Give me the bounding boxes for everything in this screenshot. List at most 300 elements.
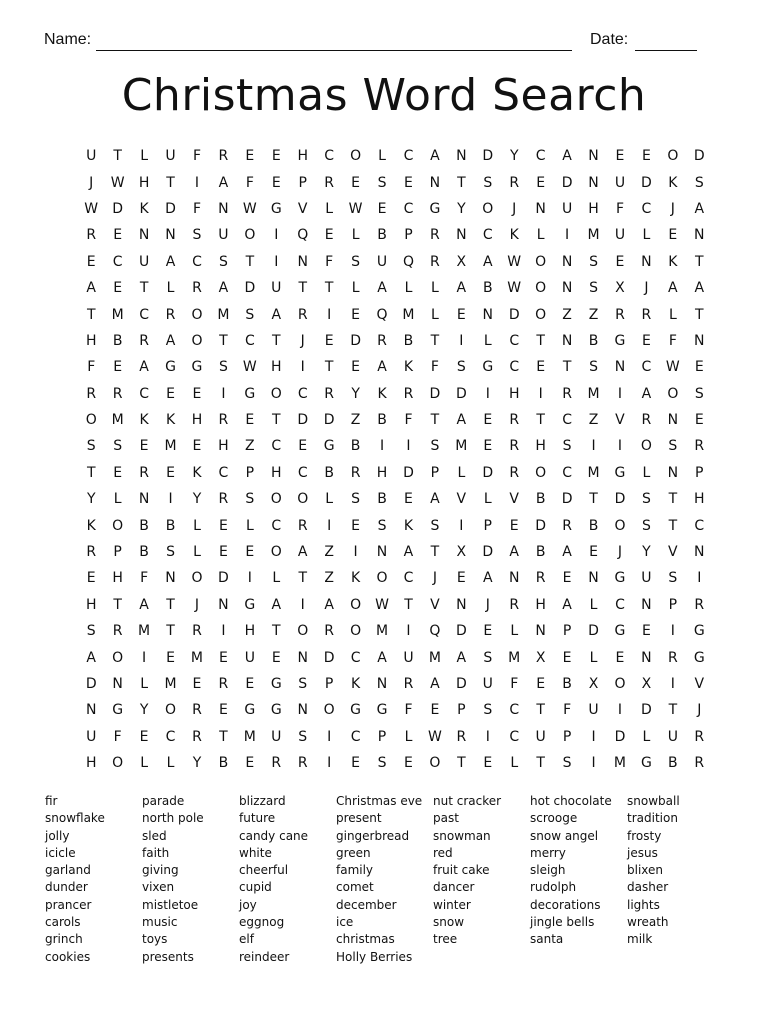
grid-letter: R: [112, 385, 123, 402]
grid-letter: A: [509, 544, 519, 561]
grid-letter: L: [404, 728, 413, 745]
grid-letter: T: [219, 332, 228, 349]
grid-letter: H: [112, 570, 123, 587]
grid-letter: A: [430, 491, 440, 508]
grid-letter: N: [297, 702, 308, 719]
grid-letter: K: [192, 464, 202, 481]
grid-letter: M: [243, 728, 256, 745]
grid-letter: C: [482, 227, 493, 244]
grid-letter: S: [86, 438, 96, 455]
search-word: family: [336, 863, 374, 878]
grid-letter: H: [508, 385, 520, 402]
search-word: comet: [336, 880, 374, 895]
grid-letter: T: [695, 306, 704, 323]
grid-letter: L: [457, 464, 466, 481]
grid-letter: N: [535, 623, 546, 640]
grid-letter: A: [86, 649, 96, 666]
grid-letter: D: [455, 676, 467, 692]
grid-letter: O: [667, 385, 679, 402]
grid-letter: T: [272, 412, 281, 429]
grid-letter: U: [588, 702, 599, 719]
grid-letter: F: [510, 676, 519, 692]
grid-letter: E: [615, 649, 625, 666]
grid-letter: E: [694, 359, 704, 376]
grid-letter: J: [617, 544, 623, 561]
grid-letter: I: [697, 570, 702, 587]
grid-letter: S: [218, 359, 228, 376]
grid-letter: N: [588, 174, 599, 191]
grid-letter: T: [457, 174, 466, 191]
grid-letter: C: [562, 464, 572, 481]
grid-letter: C: [218, 464, 229, 481]
grid-letter: D: [323, 649, 335, 666]
grid-letter: G: [614, 332, 626, 349]
grid-letter: U: [218, 227, 229, 244]
grid-letter: W: [427, 728, 442, 745]
grid-letter: O: [270, 385, 282, 402]
grid-letter: D: [218, 570, 229, 587]
grid-letter: E: [536, 174, 546, 191]
grid-letter: S: [351, 253, 361, 270]
grid-letter: O: [614, 517, 626, 534]
grid-letter: L: [140, 148, 148, 165]
grid-letter: C: [244, 332, 255, 349]
grid-letter: E: [139, 728, 149, 745]
grid-letter: W: [507, 280, 522, 297]
grid-letter: G: [270, 702, 282, 719]
grid-letter: M: [111, 306, 124, 323]
grid-letter: H: [85, 332, 97, 349]
grid-letter: B: [588, 332, 599, 349]
search-word: garland: [45, 863, 91, 878]
grid-letter: L: [193, 517, 201, 534]
grid-letter: R: [694, 596, 705, 613]
grid-letter: N: [165, 570, 176, 587]
grid-letter: E: [113, 280, 123, 297]
grid-letter: E: [113, 227, 123, 244]
search-word: tradition: [627, 811, 678, 826]
grid-letter: Z: [588, 412, 599, 429]
grid-letter: L: [351, 280, 360, 297]
grid-letter: C: [271, 517, 282, 534]
grid-letter: R: [694, 755, 705, 772]
grid-letter: K: [351, 676, 361, 692]
grid-letter: Q: [376, 306, 388, 323]
grid-letter: K: [668, 253, 678, 270]
grid-letter: I: [538, 385, 543, 402]
grid-letter: E: [113, 359, 123, 376]
grid-letter: G: [244, 385, 256, 402]
grid-letter: E: [324, 227, 334, 244]
grid-letter: O: [535, 464, 547, 481]
grid-letter: T: [536, 412, 545, 429]
grid-letter: E: [483, 623, 493, 640]
grid-letter: R: [667, 649, 678, 666]
grid-letter: N: [508, 570, 520, 587]
grid-letter: L: [589, 596, 598, 613]
grid-letter: P: [695, 464, 704, 481]
grid-letter: D: [403, 464, 414, 481]
grid-letter: N: [561, 332, 573, 349]
grid-letter: A: [86, 280, 96, 297]
grid-letter: U: [86, 148, 97, 165]
grid-letter: I: [327, 306, 332, 323]
grid-letter: O: [535, 280, 547, 297]
grid-letter: L: [483, 332, 492, 349]
grid-letter: R: [112, 623, 123, 640]
grid-letter: R: [218, 148, 229, 165]
grid-letter: G: [323, 438, 335, 455]
grid-letter: R: [297, 517, 308, 534]
grid-letter: D: [535, 517, 547, 534]
grid-letter: T: [562, 359, 572, 376]
grid-letter: E: [166, 385, 175, 402]
grid-letter: N: [694, 544, 705, 561]
grid-letter: I: [670, 623, 675, 640]
grid-letter: T: [245, 253, 255, 270]
grid-letter: I: [459, 332, 464, 349]
grid-letter: E: [192, 438, 202, 455]
grid-letter: W: [507, 253, 522, 270]
grid-letter: N: [667, 412, 679, 429]
grid-letter: I: [565, 227, 570, 244]
grid-letter: I: [142, 649, 147, 666]
grid-letter: Y: [457, 200, 466, 217]
grid-letter: E: [218, 702, 228, 719]
search-word: blixen: [627, 863, 664, 878]
search-word: jesus: [627, 845, 658, 860]
grid-letter: L: [431, 280, 439, 297]
grid-letter: M: [164, 438, 177, 455]
grid-letter: E: [589, 544, 598, 561]
grid-letter: E: [483, 755, 493, 772]
grid-letter: F: [192, 200, 201, 217]
grid-letter: M: [455, 438, 468, 455]
grid-letter: V: [509, 491, 519, 508]
grid-letter: B: [668, 755, 678, 772]
grid-letter: N: [218, 200, 229, 217]
grid-letter: D: [297, 412, 309, 429]
grid-letter: T: [430, 544, 440, 561]
grid-letter: L: [668, 306, 677, 323]
grid-letter: N: [535, 200, 546, 217]
grid-letter: H: [244, 623, 256, 640]
grid-letter: T: [536, 755, 545, 772]
grid-letter: N: [456, 227, 467, 244]
search-word: jolly: [45, 828, 70, 843]
grid-letter: L: [536, 227, 545, 244]
name-blank-line[interactable]: [96, 50, 572, 51]
grid-letter: W: [110, 174, 125, 191]
grid-letter: C: [139, 306, 149, 323]
grid-letter: O: [350, 148, 362, 165]
search-word: presents: [142, 949, 194, 964]
grid-letter: S: [456, 359, 466, 376]
search-word: past: [433, 811, 459, 826]
grid-letter: T: [457, 755, 466, 772]
grid-letter: T: [298, 280, 307, 297]
grid-letter: C: [403, 200, 414, 217]
grid-letter: A: [403, 544, 414, 561]
search-word: winter: [433, 897, 471, 912]
grid-letter: T: [589, 491, 598, 508]
search-word: Christmas eve: [336, 794, 423, 808]
grid-letter: S: [245, 306, 255, 323]
grid-letter: E: [694, 412, 704, 429]
grid-letter: W: [242, 359, 257, 376]
grid-letter: N: [165, 227, 176, 244]
page-title: Christmas Word Search: [121, 70, 647, 121]
grid-letter: E: [668, 227, 678, 244]
grid-letter: N: [588, 570, 599, 587]
grid-letter: E: [166, 464, 175, 481]
grid-letter: C: [139, 385, 149, 402]
grid-letter: T: [86, 306, 96, 323]
grid-letter: R: [641, 412, 652, 429]
grid-letter: R: [218, 412, 229, 429]
grid-letter: O: [323, 702, 335, 719]
grid-letter: D: [482, 148, 494, 165]
grid-letter: O: [112, 517, 124, 534]
name-label: Name:: [44, 31, 92, 48]
search-word: eggnog: [239, 915, 285, 930]
grid-letter: O: [85, 412, 97, 429]
grid-letter: E: [536, 359, 546, 376]
grid-letter: W: [665, 359, 680, 376]
grid-letter: R: [297, 755, 308, 772]
grid-letter: M: [217, 306, 230, 323]
grid-letter: O: [376, 570, 388, 587]
grid-letter: K: [403, 517, 414, 534]
grid-letter: H: [85, 596, 97, 613]
search-word: grinch: [45, 932, 83, 947]
search-word: snowball: [627, 794, 680, 808]
search-word: sled: [142, 828, 167, 843]
grid-letter: E: [192, 676, 202, 692]
grid-letter: F: [430, 359, 439, 376]
grid-letter: A: [430, 148, 440, 165]
grid-letter: T: [166, 174, 175, 191]
search-word: fruit cake: [433, 863, 490, 878]
search-word: snowflake: [45, 811, 105, 826]
grid-letter: C: [165, 728, 176, 745]
search-word: future: [239, 811, 276, 826]
grid-letter: D: [641, 702, 652, 719]
grid-letter: R: [86, 544, 97, 561]
grid-letter: Q: [297, 227, 309, 244]
grid-letter: U: [244, 649, 255, 666]
grid-letter: G: [614, 623, 626, 640]
grid-letter: E: [509, 517, 519, 534]
grid-letter: H: [588, 200, 599, 217]
grid-letter: P: [457, 702, 466, 719]
grid-letter: U: [641, 570, 652, 587]
grid-letter: Z: [350, 412, 361, 429]
search-word: dunder: [45, 880, 88, 895]
grid-letter: S: [245, 491, 255, 508]
grid-letter: A: [377, 359, 387, 376]
grid-letter: X: [456, 253, 467, 270]
grid-letter: E: [271, 649, 281, 666]
grid-letter: G: [482, 359, 494, 376]
grid-letter: S: [298, 728, 308, 745]
grid-letter: L: [404, 280, 413, 297]
search-word: gingerbread: [336, 828, 410, 843]
grid-letter: S: [589, 359, 598, 376]
grid-letter: Y: [351, 385, 360, 402]
grid-letter: U: [271, 728, 282, 745]
word-column: [45, 793, 142, 966]
grid-letter: D: [350, 332, 361, 349]
grid-letter: B: [562, 676, 572, 692]
grid-letter: E: [404, 755, 413, 772]
grid-letter: F: [563, 702, 572, 719]
search-word: white: [239, 845, 272, 860]
grid-letter: E: [404, 174, 413, 191]
grid-letter: E: [562, 570, 572, 587]
grid-letter: I: [670, 676, 675, 692]
search-word: santa: [530, 932, 564, 947]
grid-letter: D: [455, 623, 467, 640]
grid-letter: A: [562, 544, 572, 561]
grid-letter: H: [376, 464, 388, 481]
search-word: dancer: [433, 880, 475, 895]
grid-letter: U: [667, 728, 678, 745]
grid-letter: F: [140, 570, 149, 587]
grid-letter: R: [562, 517, 572, 534]
search-word: snow: [433, 915, 465, 930]
grid-letter: N: [112, 676, 123, 692]
date-blank-line[interactable]: [635, 50, 697, 51]
grid-letter: J: [89, 174, 94, 191]
grid-letter: P: [113, 544, 122, 561]
search-word: snow angel: [530, 828, 599, 843]
search-word: milk: [627, 932, 653, 947]
grid-letter: V: [297, 200, 308, 217]
grid-letter: E: [218, 649, 228, 666]
grid-letter: U: [138, 253, 150, 270]
grid-letter: X: [641, 676, 652, 692]
grid-letter: O: [640, 438, 652, 455]
grid-letter: F: [245, 174, 254, 191]
grid-letter: O: [297, 623, 309, 640]
grid-letter: O: [614, 676, 626, 692]
search-word: tree: [433, 932, 458, 947]
grid-letter: F: [404, 702, 413, 719]
search-word: christmas: [336, 932, 395, 947]
grid-letter: A: [668, 280, 678, 297]
grid-letter: T: [298, 570, 307, 587]
word-column: [433, 793, 530, 966]
grid-letter: L: [272, 570, 281, 587]
grid-letter: P: [404, 227, 413, 244]
grid-letter: O: [297, 491, 309, 508]
grid-letter: N: [482, 306, 494, 323]
grid-letter: X: [535, 649, 546, 666]
grid-letter: X: [615, 280, 625, 297]
grid-letter: O: [112, 755, 124, 772]
grid-letter: O: [191, 306, 203, 323]
grid-letter: L: [483, 491, 492, 508]
grid-letter: I: [617, 702, 623, 719]
grid-letter: I: [274, 227, 279, 244]
grid-letter: E: [641, 148, 651, 165]
grid-letter: P: [562, 728, 572, 745]
grid-letter: V: [694, 676, 705, 692]
grid-letter: S: [377, 755, 387, 772]
grid-letter: C: [509, 359, 520, 376]
grid-letter: B: [377, 491, 387, 508]
grid-letter: A: [165, 332, 176, 349]
grid-letter: B: [482, 280, 493, 297]
grid-letter: N: [588, 148, 599, 165]
grid-letter: N: [641, 649, 652, 666]
grid-letter: X: [588, 676, 599, 692]
grid-letter: E: [483, 438, 493, 455]
grid-letter: N: [297, 253, 308, 270]
grid-letter: M: [587, 464, 600, 481]
grid-letter: L: [642, 464, 651, 481]
grid-letter: A: [377, 280, 387, 297]
grid-letter: W: [375, 596, 389, 613]
grid-letter: R: [324, 623, 335, 640]
grid-letter: O: [191, 570, 203, 587]
grid-letter: E: [166, 649, 175, 666]
grid-letter: C: [192, 253, 202, 270]
grid-letter: O: [350, 623, 362, 640]
grid-letter: G: [614, 570, 626, 587]
grid-letter: G: [165, 359, 176, 376]
grid-letter: S: [483, 702, 493, 719]
grid-letter: L: [140, 676, 148, 692]
grid-letter: N: [694, 227, 705, 244]
grid-letter: N: [297, 649, 308, 666]
grid-letter: C: [112, 253, 123, 270]
grid-letter: S: [86, 623, 96, 640]
grid-letter: S: [641, 517, 651, 534]
grid-letter: T: [113, 148, 122, 165]
grid-letter: E: [192, 385, 202, 402]
grid-letter: L: [589, 649, 598, 666]
grid-letter: P: [324, 676, 334, 692]
search-word: merry: [530, 845, 566, 860]
grid-letter: K: [403, 359, 414, 376]
grid-letter: U: [86, 728, 97, 745]
grid-letter: T: [113, 596, 122, 613]
grid-letter: M: [190, 649, 204, 666]
grid-letter: A: [324, 596, 334, 613]
grid-letter: E: [456, 570, 466, 587]
search-word: fir: [45, 794, 58, 808]
grid-letter: E: [351, 306, 361, 323]
search-word: Holly Berries: [336, 949, 413, 964]
grid-letter: T: [272, 332, 281, 349]
grid-letter: R: [86, 227, 97, 244]
grid-letter: Z: [588, 306, 599, 323]
grid-letter: R: [297, 306, 308, 323]
grid-letter: Z: [245, 438, 255, 455]
grid-letter: D: [482, 464, 494, 481]
grid-letter: Q: [402, 253, 414, 270]
grid-letter: D: [455, 385, 467, 402]
grid-letter: M: [508, 649, 521, 666]
grid-letter: I: [406, 438, 411, 455]
grid-letter: E: [218, 544, 228, 561]
grid-letter: C: [350, 728, 361, 745]
grid-letter: D: [165, 200, 176, 217]
grid-letter: L: [245, 517, 254, 534]
grid-letter: N: [376, 544, 388, 561]
